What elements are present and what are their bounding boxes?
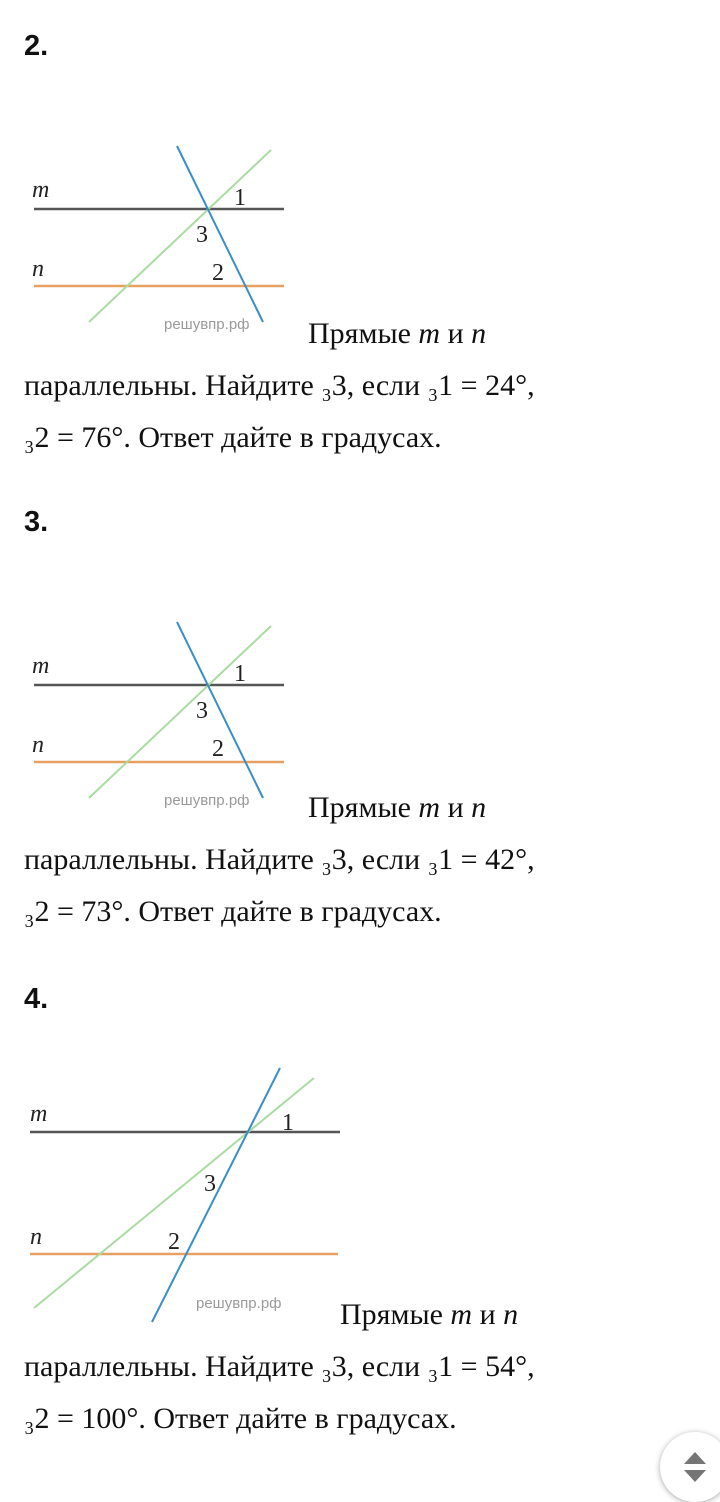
geometry-figure xyxy=(24,1064,354,1326)
angle-3-label: 3 xyxy=(196,698,208,724)
angle-2-label: 2 xyxy=(168,1229,180,1255)
watermark: решувпр.рф xyxy=(164,316,250,332)
watermark: решувпр.рф xyxy=(164,792,250,808)
label-m: m xyxy=(30,1101,48,1127)
problem-number: 2. xyxy=(24,30,49,62)
geometry-figure xyxy=(24,618,294,808)
scroll-button[interactable] xyxy=(660,1432,720,1502)
problem-statement: Прямые m и n параллельны. Найдите ₃3, если ₃1 = 42°, ₃2 = 73°. Ответ дайте в градусах. xyxy=(24,791,535,928)
problem-number: 3. xyxy=(24,506,49,538)
problem-number: 4. xyxy=(24,983,49,1015)
problem-statement: Прямые m и n параллельны. Найдите ₃3, если ₃1 = 24°, ₃2 = 76°. Ответ дайте в градусах. xyxy=(24,317,535,454)
angle-1-label: 1 xyxy=(234,661,246,687)
label-m: m xyxy=(32,653,50,679)
geometry-figure xyxy=(24,142,294,332)
angle-2-label: 2 xyxy=(212,260,224,286)
angle-2-label: 2 xyxy=(212,736,224,762)
blue-transversal xyxy=(177,146,263,322)
green-transversal xyxy=(89,150,271,322)
angle-1-label: 1 xyxy=(234,185,246,211)
label-m: m xyxy=(32,177,50,203)
angle-3-label: 3 xyxy=(196,222,208,248)
green-transversal xyxy=(34,1078,314,1308)
blue-transversal xyxy=(177,622,263,798)
watermark: решувпр.рф xyxy=(196,1295,282,1312)
scroll-updown-icon xyxy=(682,1450,708,1484)
problem-statement: Прямые m и n параллельны. Найдите ₃3, если ₃1 = 54°, ₃2 = 100°. Ответ дайте в градусах. xyxy=(24,1298,535,1435)
label-n: n xyxy=(30,1224,42,1250)
angle-3-label: 3 xyxy=(204,1171,216,1197)
label-n: n xyxy=(32,732,44,758)
label-n: n xyxy=(32,256,44,282)
green-transversal xyxy=(89,626,271,798)
angle-1-label: 1 xyxy=(282,1110,294,1136)
